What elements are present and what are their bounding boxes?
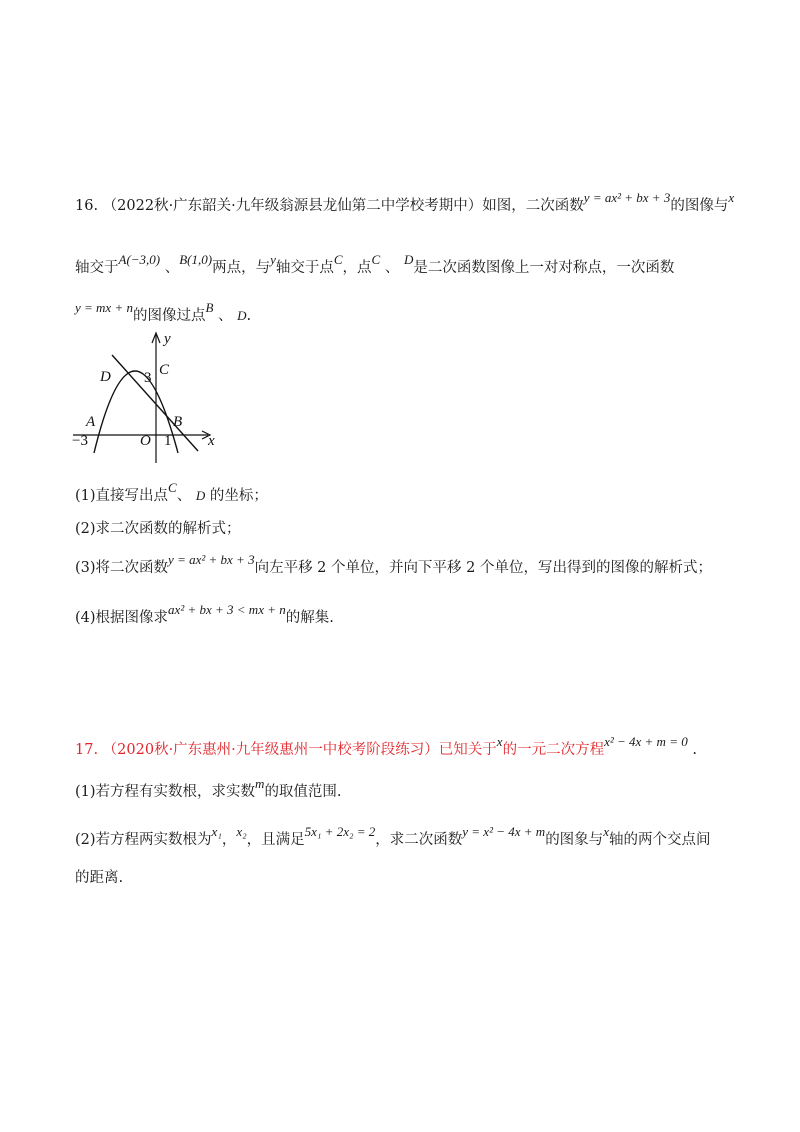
q16-sub3-tail: 向左平移 2 个单位，并向下平移 2 个单位，写出得到的图像的解析式； [254, 560, 712, 576]
separator: 、 [384, 260, 400, 276]
q16-sub4-expr: ax² + bx + 3 < mx + n [168, 602, 286, 617]
q17-sub1-m: m [255, 776, 265, 791]
q16-point-b3: B [205, 300, 214, 315]
q16-point-d3: D [237, 308, 247, 323]
q16-sub1-head: (1)直接写出点 [75, 488, 169, 504]
q17-equation: x² − 4x + m = 0 [604, 734, 688, 749]
separator: 、 [176, 488, 192, 504]
q16-sub4-tail: 的解集. [285, 610, 334, 626]
point-b: B(1,0) [179, 252, 213, 267]
q17-sub2-mid2: ，求二次函数 [375, 832, 463, 848]
y-axis-label: y [164, 331, 171, 347]
label-a: A [86, 414, 96, 430]
q16-sub1 [75, 480, 268, 506]
q17-sub2-func: y = x² − 4x + m [462, 824, 546, 839]
q16-figure [68, 327, 228, 467]
x-axis-label: x [208, 433, 215, 449]
q17-var-x: x [496, 734, 503, 749]
q16-line2-mid3: ，点 [342, 260, 372, 276]
point-d: D [403, 252, 414, 267]
label-d: D [100, 369, 111, 385]
separator: 、 [218, 308, 233, 324]
q17-sub2-mid3: 的图象与 [545, 832, 604, 848]
q16-sub1-tail: 的坐标； [209, 488, 268, 504]
q16-source: （2022秋·广东韶关·九年级翁源县龙仙第二中学校考期中） [102, 198, 483, 214]
q17-sub1-head: (1)若方程有实数根，求实数 [75, 784, 256, 800]
q17-end: . [692, 742, 697, 758]
q16-sub4-head: (4)根据图像求 [75, 610, 169, 626]
separator: 、 [164, 260, 180, 276]
q16-sub3 [75, 552, 712, 578]
q16-line3-text: 的图像过点 [132, 308, 206, 324]
point-c: C [333, 252, 343, 267]
separator: ， [221, 832, 237, 848]
q16-var-y: y [270, 252, 276, 267]
q16-line1 [75, 190, 735, 216]
q17-sub2-head: (2)若方程两实数根为 [75, 832, 212, 848]
label-3: 3 [144, 370, 152, 386]
q16-sub4 [75, 602, 334, 628]
line-bd [112, 355, 198, 451]
q16-sub3-expr: y = ax² + bx + 3 [168, 552, 255, 567]
label-minus-3: −3 [72, 433, 88, 449]
q17-sub2 [75, 824, 711, 850]
q16-sub1-c: C [168, 480, 177, 495]
q16-number: 16. [75, 198, 99, 214]
q16-line3-end: . [246, 308, 252, 324]
q16-line1-text: 如图，二次函数 [482, 198, 584, 214]
q16-line2-tail: 是二次函数图像上一对对称点，一次函数 [413, 260, 675, 276]
q17-sub2-mid: ，且满足 [246, 832, 305, 848]
label-1: 1 [164, 433, 172, 449]
q16-sub3-head: (3)将二次函数 [75, 560, 169, 576]
q16-sub1-d: D [195, 488, 206, 503]
q16-line2-mid2: 轴交于点 [275, 260, 334, 276]
label-c: C [159, 362, 170, 378]
q17-source: （2020秋·广东惠州·九年级惠州一中校考阶段练习） [102, 742, 439, 758]
q17-sub2-x2: x₂ [236, 824, 247, 839]
q17-sub2-tail: 轴的两个交点间 [608, 832, 711, 848]
q16-line-expr: y = mx + n [75, 300, 133, 315]
point-c2: C [371, 252, 381, 267]
q17-sub2-x: x [603, 824, 609, 839]
q16-sub2: (2)求二次函数的解析式； [75, 521, 241, 537]
q17-line1 [75, 734, 697, 760]
q17-sub2-line2: 的距离. [75, 870, 124, 886]
q16-func-expr: y = ax² + bx + 3 [583, 190, 671, 205]
point-a: A(−3,0) [118, 252, 161, 267]
q17-sub2-cond: 5x₁ + 2x₂ = 2 [304, 824, 376, 839]
q16-line3 [75, 300, 252, 326]
q16-line2-head: 轴交于 [75, 260, 119, 276]
q17-text1: 已知关于 [438, 742, 497, 758]
label-b: B [173, 414, 183, 430]
q16-var-x: x [728, 190, 735, 205]
q17-text2: 的一元二次方程 [502, 742, 605, 758]
q16-line2-mid1: 两点，与 [212, 260, 271, 276]
q17-sub2-x1: x₁ [211, 824, 222, 839]
q17-sub1 [75, 776, 342, 802]
q16-line2 [75, 252, 675, 278]
q17-number: 17. [75, 742, 99, 758]
q17-sub1-tail: 的取值范围. [264, 784, 342, 800]
label-origin: O [140, 433, 151, 449]
q16-line1-tail: 的图像与 [670, 198, 729, 214]
